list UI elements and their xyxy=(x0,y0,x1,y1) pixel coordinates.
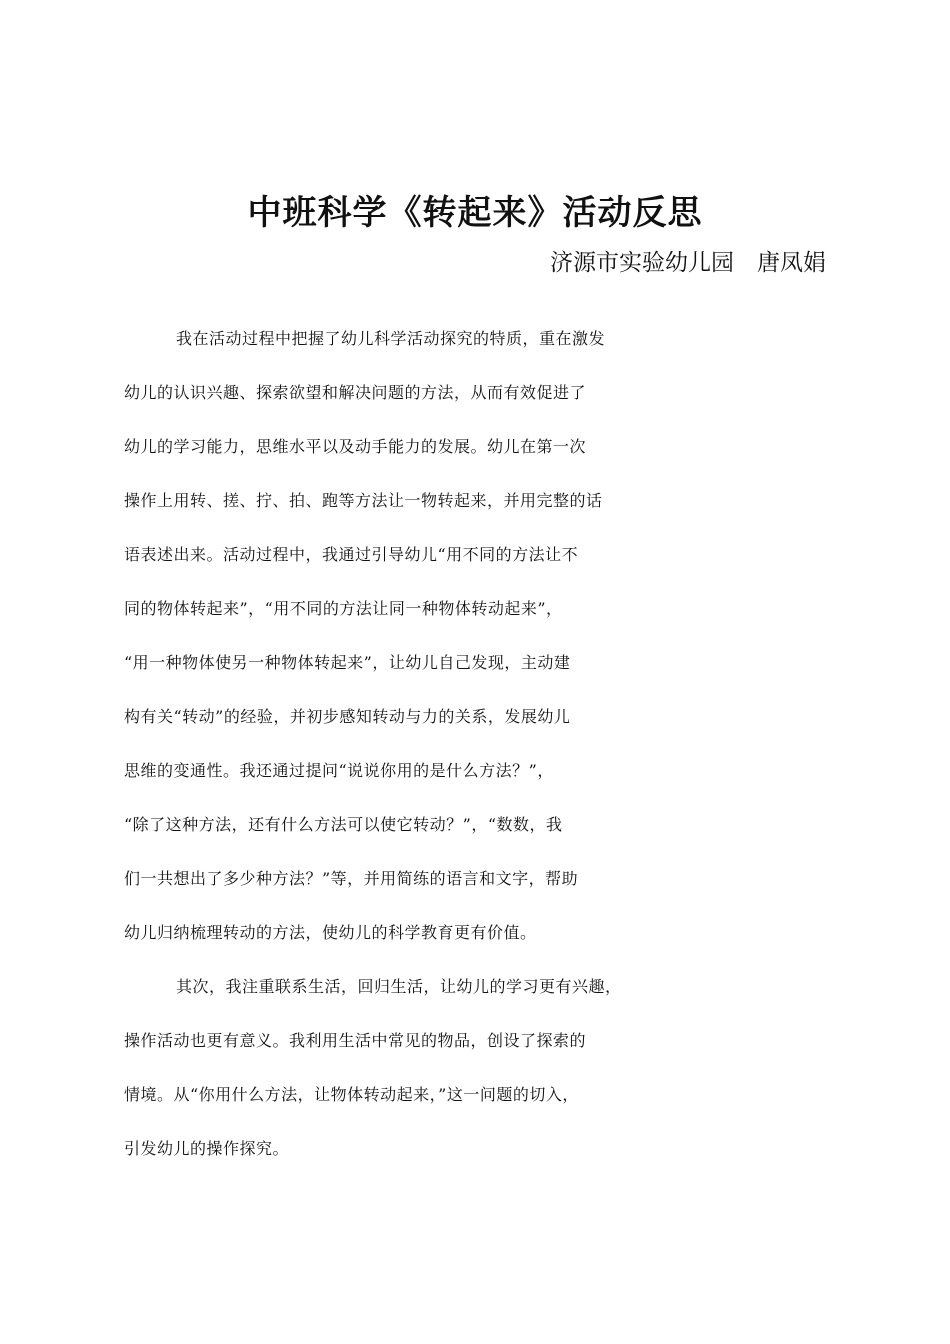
paragraph-line: 同的物体转起来”，“用不同的方法让同一种物体转动起来”， xyxy=(124,599,563,618)
paragraph-line: 幼儿归纳梳理转动的方法，使幼儿的科学教育更有价值。 xyxy=(124,923,537,942)
paragraph-1 xyxy=(124,320,826,968)
paragraph-line: 我在活动过程中把握了幼儿科学活动探究的特质，重在激发 xyxy=(176,329,606,348)
paragraph-line: 幼儿的认识兴趣、探索欲望和解决问题的方法，从而有效促进了 xyxy=(124,383,587,402)
document-body xyxy=(124,320,826,1184)
paragraph-line: “用一种物体使另一种物体转起来”，让幼儿自己发现，主动建 xyxy=(124,653,571,672)
paragraph-line: 操作上用转、搓、拧、拍、跑等方法让一物转起来，并用完整的话 xyxy=(124,491,603,510)
paragraph-line: 幼儿的学习能力，思维水平以及动手能力的发展。幼儿在第一次 xyxy=(124,437,587,456)
paragraph-line: 其次，我注重联系生活，回归生活，让幼儿的学习更有兴趣， xyxy=(176,977,622,996)
paragraph-line: 情境。从“你用什么方法，让物体转动起来，”这一问题的切入， xyxy=(124,1085,579,1104)
document-title: 中班科学《转起来》活动反思 xyxy=(247,193,703,233)
paragraph-line: 语表述出来。活动过程中，我通过引导幼儿“用不同的方法让不 xyxy=(124,545,579,564)
paragraph-line: 操作活动也更有意义。我利用生活中常见的物品，创设了探索的 xyxy=(124,1031,587,1050)
paragraph-line: “除了这种方法，还有什么方法可以使它转动？”，“数数，我 xyxy=(124,815,563,834)
paragraph-line: 思维的变通性。我还通过提问“说说你用的是什么方法？”， xyxy=(124,761,554,780)
paragraph-line: 们一共想出了多少种方法？”等，并用简练的语言和文字，帮助 xyxy=(124,869,579,888)
paragraph-line: 构有关“转动”的经验，并初步感知转动与力的关系，发展幼儿 xyxy=(124,707,571,726)
author-line: 济源市实验幼儿园 唐凤娟 xyxy=(550,250,826,276)
paragraph-line: 引发幼儿的操作探究。 xyxy=(124,1139,290,1158)
paragraph-2 xyxy=(124,968,826,1184)
